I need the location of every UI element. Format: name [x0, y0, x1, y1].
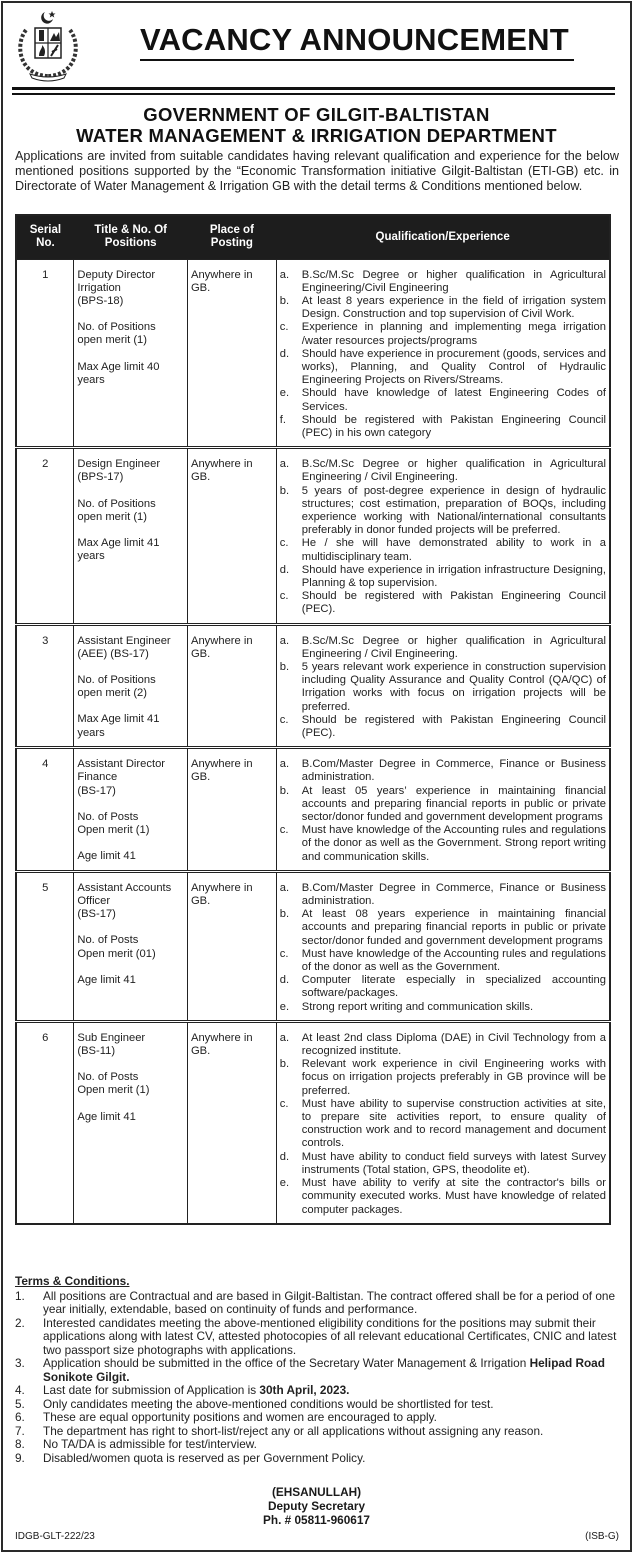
qualification-marker: d. — [279, 563, 290, 576]
qualification-marker: b. — [279, 660, 290, 673]
qualification-marker: a. — [279, 458, 290, 471]
place-of-posting-cell: Anywhere in GB. — [187, 448, 276, 624]
qualification-item — [280, 661, 606, 714]
term-text-body: All positions are Contractual and are based in Gilgit-Baltistan. The contract offered shall be for a period of one year initially, extendable, based on continuity of funds and performance. — [43, 1288, 616, 1316]
position-title-line: Irrigation — [77, 281, 121, 294]
qualification-marker: e. — [279, 1000, 290, 1013]
term-text — [43, 1317, 625, 1358]
qualification-item — [280, 908, 606, 948]
position-age-line: Max Age limit 41 — [77, 713, 160, 726]
qualification-list — [280, 758, 606, 864]
position-title-line: Officer — [77, 895, 111, 908]
position-positions-line: No. of Positions — [77, 321, 156, 334]
qualification-text: Should be registered with Pakistan Engineering Council (PEC) in his own category — [301, 413, 606, 439]
term-number: 2. — [15, 1315, 25, 1330]
qualification-cell — [276, 448, 610, 624]
term-text-body: The department has right to short-list/reject any or all applications without assigning any reason. — [43, 1423, 544, 1438]
term-text-body: Only candidates meeting the above-mentioned conditions would be shortlisted for test. — [43, 1396, 494, 1411]
position-title-line: Finance — [77, 771, 118, 784]
qualification-item — [280, 824, 606, 864]
qualification-text: B.Sc/M.Sc Degree or higher qualification in Agricultural Engineering/Civil Engineering — [301, 268, 606, 294]
qualification-text: B.Com/Master Degree in Commerce, Finance or Business administration. — [301, 881, 606, 908]
term-text-body: These are equal opportunity positions and women are encouraged to apply. — [43, 1410, 437, 1424]
term-text — [43, 1411, 625, 1425]
place-of-posting-cell: Anywhere in GB. — [187, 259, 276, 448]
serial-cell: 1 — [16, 259, 74, 448]
position-title-line: (BS-11) — [77, 1045, 116, 1058]
qualification-marker: a. — [279, 758, 290, 771]
qualification-marker: b. — [279, 1058, 290, 1071]
position-positions-line: open merit (2) — [77, 687, 147, 700]
qualification-marker: c. — [279, 537, 289, 550]
position-title-line: Assistant Accounts — [77, 881, 172, 894]
qualification-marker: d. — [279, 974, 290, 987]
position-positions-line: No. of Positions — [77, 673, 156, 686]
position-title-line: Assistant Engineer — [77, 634, 171, 647]
position-title-cell — [74, 748, 188, 872]
terms-list — [15, 1290, 625, 1466]
vacancy-table — [15, 214, 611, 1225]
term-text — [43, 1398, 625, 1412]
term-number: 1. — [15, 1288, 25, 1303]
serial-cell: 4 — [16, 748, 74, 872]
position-positions-line: open merit (1) — [77, 334, 147, 347]
qualification-list — [280, 458, 606, 616]
term-text-body: Disabled/women quota is reserved as per Government Policy. — [43, 1450, 366, 1465]
position-title-cell — [74, 259, 188, 448]
position-title-line: (BPS-18) — [77, 294, 124, 307]
qualification-item — [280, 714, 606, 740]
qualification-item — [280, 635, 606, 661]
serial-cell: 3 — [16, 624, 74, 748]
position-age-line: Age limit 41 — [77, 973, 136, 986]
qualification-item — [280, 295, 606, 321]
term-number: 3. — [15, 1356, 25, 1370]
qualification-item — [280, 564, 606, 590]
qualification-text: Should have experience in irrigation infrastructure Designing, Planning & top supervision. — [301, 563, 606, 589]
table-row — [16, 748, 610, 872]
term-item — [15, 1357, 625, 1384]
position-positions-line: Open merit (1) — [77, 1084, 150, 1097]
qualification-item — [280, 590, 606, 616]
term-text — [43, 1384, 625, 1398]
qualification-list — [280, 882, 606, 1014]
qualification-text: B.Sc/M.Sc Degree or higher qualification in Agricultural Engineering / Civil Engineering. — [301, 634, 606, 660]
qualification-item — [280, 348, 606, 388]
qualification-text: Should have experience in procurement (goods, services and works), Planning, and Quality Control of Hydraulic Engineering Projects on Rivers/Streams. — [301, 347, 606, 387]
term-item — [15, 1411, 625, 1425]
qualification-item — [280, 537, 606, 563]
position-positions-line: No. of Positions — [77, 497, 156, 510]
qualification-item — [280, 948, 606, 974]
position-age-line: Max Age limit 41 — [77, 536, 160, 549]
qualification-text: Must have knowledge of the Accounting rules and regulations of the donor as well as the Government. — [301, 947, 606, 974]
place-of-posting-cell: Anywhere in GB. — [187, 871, 276, 1021]
qualification-item — [280, 1151, 606, 1177]
source-code: (ISB-G) — [585, 1531, 619, 1542]
term-text — [43, 1438, 625, 1452]
signatory-phone: Ph. # 05811-960617 — [263, 1513, 370, 1527]
header-title: Title & No. Of Positions — [74, 215, 188, 259]
term-item — [15, 1398, 625, 1412]
serial-cell: 2 — [16, 448, 74, 624]
table-header-row — [16, 215, 610, 259]
qualification-text: Strong report writing and communication skills. — [301, 1000, 534, 1013]
qualification-text: Must have ability to verify at site the contractor's bills or community executed works. Must have knowledge of related computer packages. — [301, 1177, 606, 1216]
qualification-list — [280, 635, 606, 741]
qualification-text: At least 2nd class Diploma (DAE) in Civil Technology from a recognized institute. — [301, 1031, 606, 1058]
terms-heading: Terms & Conditions. — [15, 1274, 130, 1288]
position-title-line: (AEE) (BS-17) — [77, 647, 149, 660]
table-row — [16, 259, 610, 448]
qualification-item — [280, 1177, 606, 1217]
term-item — [15, 1425, 625, 1439]
term-text-body: No TA/DA is admissible for test/interview. — [43, 1437, 257, 1451]
qualification-item — [280, 1032, 606, 1058]
qualification-cell — [276, 748, 610, 872]
term-text-body: Application should be submitted in the office of the Secretary Water Management & Irrigation — [43, 1356, 530, 1370]
position-title-line: Sub Engineer — [77, 1031, 146, 1044]
qualification-item — [280, 485, 606, 538]
qualification-text: 5 years of post-degree experience in design of hydraulic structures; cost estimation, preparation of BOQs, including experience working with National/international consultants preferably in donor funded projects will be preferred. — [301, 484, 606, 537]
position-title-line: (BS-17) — [77, 784, 116, 797]
position-age-line: years — [77, 726, 105, 739]
term-number: 8. — [15, 1437, 25, 1451]
gilgit-baltistan-emblem-icon — [12, 8, 84, 82]
serial-cell: 5 — [16, 871, 74, 1021]
term-number: 5. — [15, 1396, 25, 1411]
title-underline — [140, 59, 574, 61]
term-text-body: Interested candidates meeting the above-mentioned eligibility conditions for the positions may submit their applications along with latest CV, attested photocopies of all relevant educational Certificates, CNIC and latest two passport size photographs with applications. — [43, 1315, 617, 1357]
qualification-marker: a. — [279, 268, 290, 281]
table-row — [16, 1021, 610, 1223]
position-age-line: Age limit 41 — [77, 850, 136, 863]
header-place: Place of Posting — [187, 215, 276, 259]
qualification-list — [280, 269, 606, 441]
qualification-item — [280, 1098, 606, 1151]
table-row — [16, 871, 610, 1021]
qualification-text: Must have knowledge of the Accounting rules and regulations of the donor as well as the Government. Strong report writing and communication skills. — [301, 824, 606, 863]
qualification-marker: b. — [279, 784, 290, 797]
term-text-body: Last date for submission of Application is — [43, 1383, 260, 1397]
term-text — [43, 1357, 625, 1384]
qualification-item — [280, 974, 606, 1000]
qualification-text: Should be registered with Pakistan Engineering Council (PEC). — [301, 590, 606, 616]
term-item — [15, 1452, 625, 1466]
position-title-cell — [74, 1021, 188, 1223]
qualification-marker: b. — [279, 294, 290, 307]
reference-code: IDGB-GLT-222/23 — [15, 1531, 95, 1542]
qualification-item — [280, 882, 606, 908]
term-item — [15, 1438, 625, 1452]
place-of-posting-cell: Anywhere in GB. — [187, 748, 276, 872]
position-title-line: (BS-17) — [77, 908, 116, 921]
qualification-marker: b. — [279, 908, 290, 921]
qualification-marker: c. — [279, 321, 289, 334]
term-number: 9. — [15, 1450, 25, 1465]
qualification-item — [280, 269, 606, 295]
qualification-cell — [276, 624, 610, 748]
position-age-line: Age limit 41 — [77, 1110, 136, 1123]
term-text-emphasis: Helipad Road Sonikote Gilgit. — [43, 1356, 605, 1384]
qualification-text: Must have ability to conduct field surveys with latest Survey instruments (Total station, GPS, theodolite et). — [301, 1150, 606, 1176]
position-title-line: (BPS-17) — [77, 471, 124, 484]
qualification-text: At least 08 years experience in maintaining financial accounts and preparing financial reports in public or private sector/donor funded and government development programs — [301, 908, 606, 947]
qualification-marker: e. — [279, 1177, 290, 1190]
position-title-line: Assistant Director — [77, 758, 166, 771]
qualification-text: Experience in planning and implementing mega irrigation /water resources projects/programs — [301, 321, 606, 347]
qualification-list — [280, 1032, 606, 1217]
position-positions-line: No. of Posts — [77, 1071, 139, 1084]
qualification-marker: b. — [279, 484, 290, 497]
position-title-cell — [74, 624, 188, 748]
qualification-text: Should have knowledge of latest Engineering Codes of Services. — [301, 387, 606, 413]
position-title-cell — [74, 871, 188, 1021]
position-age-line: Max Age limit 40 — [77, 360, 160, 373]
header — [0, 0, 633, 146]
qualification-item — [280, 1058, 606, 1098]
term-number: 7. — [15, 1423, 25, 1438]
qualification-item — [280, 785, 606, 825]
qualification-cell — [276, 871, 610, 1021]
qualification-marker: d. — [279, 1150, 290, 1163]
qualification-text: He / she will have demonstrated ability to work in a multidisciplinary team. — [301, 537, 606, 563]
table-row — [16, 624, 610, 748]
place-of-posting-cell: Anywhere in GB. — [187, 1021, 276, 1223]
qualification-text: At least 05 years’ experience in maintaining financial accounts and preparing financial reports in public or private sector/donor funded and government development programs — [301, 784, 606, 824]
position-age-line: years — [77, 550, 105, 563]
term-item — [15, 1290, 625, 1317]
qualification-item — [280, 387, 606, 413]
position-positions-line: No. of Posts — [77, 810, 139, 823]
header-divider-thick — [12, 87, 615, 90]
position-positions-line: No. of Posts — [77, 934, 139, 947]
qualification-item — [280, 758, 606, 784]
intro-paragraph: Applications are invited from suitable candidates having relevant qualification and experience for the below mentioned positions supported by the “Economic Transformation initiative Gilgit-Baltistan (ETI-GB) etc. in Directorate of Water Management & Irrigation GB with the detail terms & Conditions mentioned below. — [15, 149, 619, 193]
term-text — [43, 1290, 625, 1317]
qualification-marker: a. — [279, 634, 290, 647]
serial-cell: 6 — [16, 1021, 74, 1223]
place-of-posting-cell: Anywhere in GB. — [187, 624, 276, 748]
qualification-text: B.Sc/M.Sc Degree or higher qualification in Agricultural Engineering / Civil Engineering. — [301, 458, 606, 484]
header-divider-thin — [12, 93, 615, 95]
government-heading: GOVERNMENT OF GILGIT-BALTISTAN — [143, 104, 490, 125]
position-age-line: years — [77, 373, 105, 386]
qualification-text: Must have ability to supervise construction activities at site, to prepare site activities report, to ensure quality of construction work and to record management and document controls. — [301, 1097, 606, 1150]
qualification-marker: d. — [279, 347, 290, 360]
term-item — [15, 1384, 625, 1398]
qualification-text: Should be registered with Pakistan Engineering Council (PEC). — [301, 713, 606, 739]
department-heading: WATER MANAGEMENT & IRRIGATION DEPARTMENT — [76, 125, 557, 146]
qualification-text: Relevant work experience in civil Engineering works with focus on irrigation projects preferably in GB province will be preferred. — [301, 1058, 606, 1097]
position-positions-line: open merit (1) — [77, 510, 147, 523]
qualification-marker: c. — [279, 1097, 289, 1110]
qualification-marker: f. — [279, 413, 286, 426]
qualification-text: At least 8 years experience in the field of irrigation system Design. Construction and top supervision of Civil Work. — [301, 294, 606, 321]
qualification-cell — [276, 259, 610, 448]
header-qualification: Qualification/Experience — [276, 215, 610, 259]
table-row — [16, 448, 610, 624]
qualification-marker: c. — [279, 947, 289, 960]
qualification-cell — [276, 1021, 610, 1223]
qualification-marker: c. — [279, 590, 289, 603]
page-title: VACANCY ANNOUNCEMENT — [140, 22, 569, 57]
term-text — [43, 1452, 625, 1466]
position-title-line: Design Engineer — [77, 458, 161, 471]
signatory-designation: Deputy Secretary — [267, 1499, 366, 1513]
position-positions-line: Open merit (1) — [77, 824, 150, 837]
qualification-text: B.Com/Master Degree in Commerce, Finance or Business administration. — [301, 758, 606, 784]
qualification-item — [280, 414, 606, 440]
term-item — [15, 1317, 625, 1358]
qualification-item — [280, 321, 606, 347]
terms-section — [15, 1275, 625, 1465]
qualification-marker: c. — [279, 824, 289, 837]
qualification-text: 5 years relevant work experience in construction supervision including Quality Assurance and Quality Control (QA/QC) of Irrigation works with focus on irrigation projects will be preferred. — [301, 660, 606, 713]
position-title-cell — [74, 448, 188, 624]
term-text-emphasis: 30th April, 2023. — [259, 1383, 350, 1397]
qualification-text: Computer literate especially in specialized accounting software/packages. — [301, 974, 606, 1000]
qualification-marker: a. — [279, 881, 290, 894]
term-text — [43, 1425, 625, 1439]
qualification-marker: a. — [279, 1031, 290, 1044]
signatory-name: (EHSANULLAH) — [271, 1485, 362, 1499]
qualification-item — [280, 1001, 606, 1014]
qualification-marker: c. — [279, 713, 289, 726]
qualification-item — [280, 458, 606, 484]
term-number: 6. — [15, 1410, 25, 1424]
header-serial: Serial No. — [16, 215, 74, 259]
position-positions-line: Open merit (01) — [77, 947, 156, 960]
position-title-line: Deputy Director — [77, 268, 156, 281]
term-number: 4. — [15, 1383, 25, 1397]
qualification-marker: e. — [279, 387, 290, 400]
